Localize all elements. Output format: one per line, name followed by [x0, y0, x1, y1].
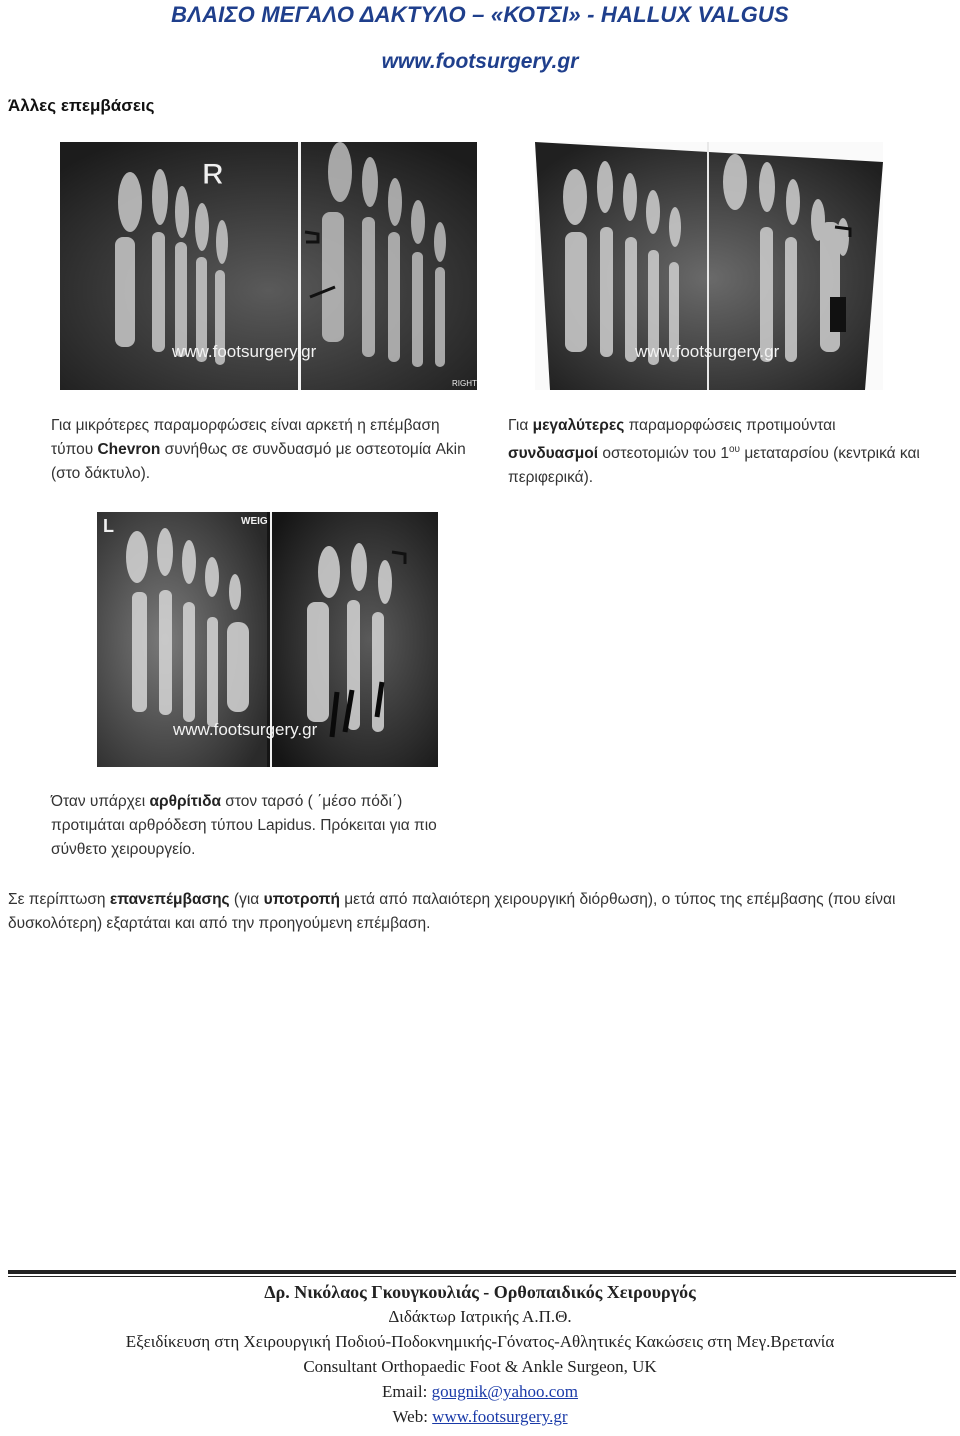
web-label: Web:	[392, 1407, 433, 1426]
image-watermark: www.footsurgery.gr	[172, 342, 317, 361]
paragraph-emphasis: επανεπέμβασης	[109, 891, 230, 908]
section-heading: Άλλες επεμβάσεις	[8, 96, 155, 115]
header-site-url: www.footsurgery.gr	[381, 50, 579, 73]
xray-side-label: WEIG	[241, 516, 268, 527]
caption-emphasis: Chevron	[97, 441, 161, 458]
paragraph-text: (για	[229, 891, 264, 908]
email-label: Email:	[381, 1382, 432, 1401]
caption-text: μεταταρσίου (κεντρικά και περιφερικά).	[508, 445, 920, 487]
caption-text: στον ταρσό ( ΄μέσο πόδι΄) προτιμάται αρθρόδεση τύπου Lapidus. Πρόκειται για πιο σύνθετο χειρουργείο.	[51, 793, 437, 858]
paragraph-text: μετά από παλαιότερη χειρουργική διόρθωση), ο τύπος της επέμβασης (που είναι δυσκολότερη) εξαρτάται και από την προηγούμενη επέμβαση.	[8, 891, 896, 932]
caption-lapidus	[51, 790, 476, 862]
caption-superscript: ου	[728, 444, 741, 455]
caption-text: οστεοτομιών του 1	[598, 445, 729, 463]
xray-marker-l: L	[103, 516, 114, 536]
footer-degree: Διδάκτωρ Ιατρικής Α.Π.Θ.	[388, 1307, 572, 1326]
website-link[interactable]: www.footsurgery.gr	[432, 1407, 568, 1426]
xray-figure-lapidus	[97, 512, 438, 767]
caption-text: παραμορφώσεις προτιμούνται	[624, 417, 836, 434]
document-title: ΒΛΑΙΣΟ ΜΕΓΑΛΟ ΔΑΚΤΥΛΟ – «ΚΟΤΣΙ» - HALLUX VALGUS	[171, 2, 789, 27]
caption-text: Για	[508, 417, 533, 434]
email-link[interactable]: gougnik@yahoo.com	[431, 1382, 579, 1401]
image-watermark: www.footsurgery.gr	[635, 342, 780, 361]
caption-emphasis: συνδυασμοί	[508, 445, 599, 463]
paragraph-emphasis: υποτροπή	[263, 891, 340, 908]
xray-marker-r: R	[202, 158, 224, 191]
footer-email	[0, 1382, 960, 1402]
xray-side-label: RIGHT	[452, 379, 477, 388]
footer-divider-thin	[8, 1276, 956, 1277]
footer-author-name: Δρ. Νικόλαος Γκουγκουλιάς - Ορθοπαιδικός Χειρουργός	[264, 1282, 696, 1302]
xray-figure-combined-osteotomies	[535, 142, 883, 390]
footer-role: Consultant Orthopaedic Foot & Ankle Surgeon, UK	[303, 1357, 657, 1376]
caption-chevron	[51, 414, 471, 486]
caption-combined-osteotomies	[508, 414, 928, 490]
caption-text: Για μικρότερες παραμορφώσεις είναι αρκετή η επέμβαση τύπου	[51, 417, 440, 458]
caption-text: Όταν υπάρχει	[51, 793, 150, 810]
caption-text: συνήθως σε συνδυασμό με οστεοτομία Akin (στο δάκτυλο).	[51, 441, 466, 482]
image-watermark: www.footsurgery.gr	[173, 720, 318, 739]
footer-specialization: Εξειδίκευση στη Χειρουργική Ποδιού-Ποδοκνημικής-Γόνατος-Αθλητικές Κακώσεις στη Μεγ.Βρετανία	[125, 1332, 835, 1351]
xray-figure-chevron	[60, 142, 477, 390]
footer-web	[0, 1407, 960, 1427]
paragraph-text: Σε περίπτωση	[8, 891, 110, 908]
caption-emphasis: αρθρίτιδα	[149, 793, 221, 810]
revision-surgery-paragraph	[8, 888, 956, 936]
caption-emphasis: μεγαλύτερες	[532, 417, 625, 434]
footer-divider	[8, 1270, 956, 1274]
